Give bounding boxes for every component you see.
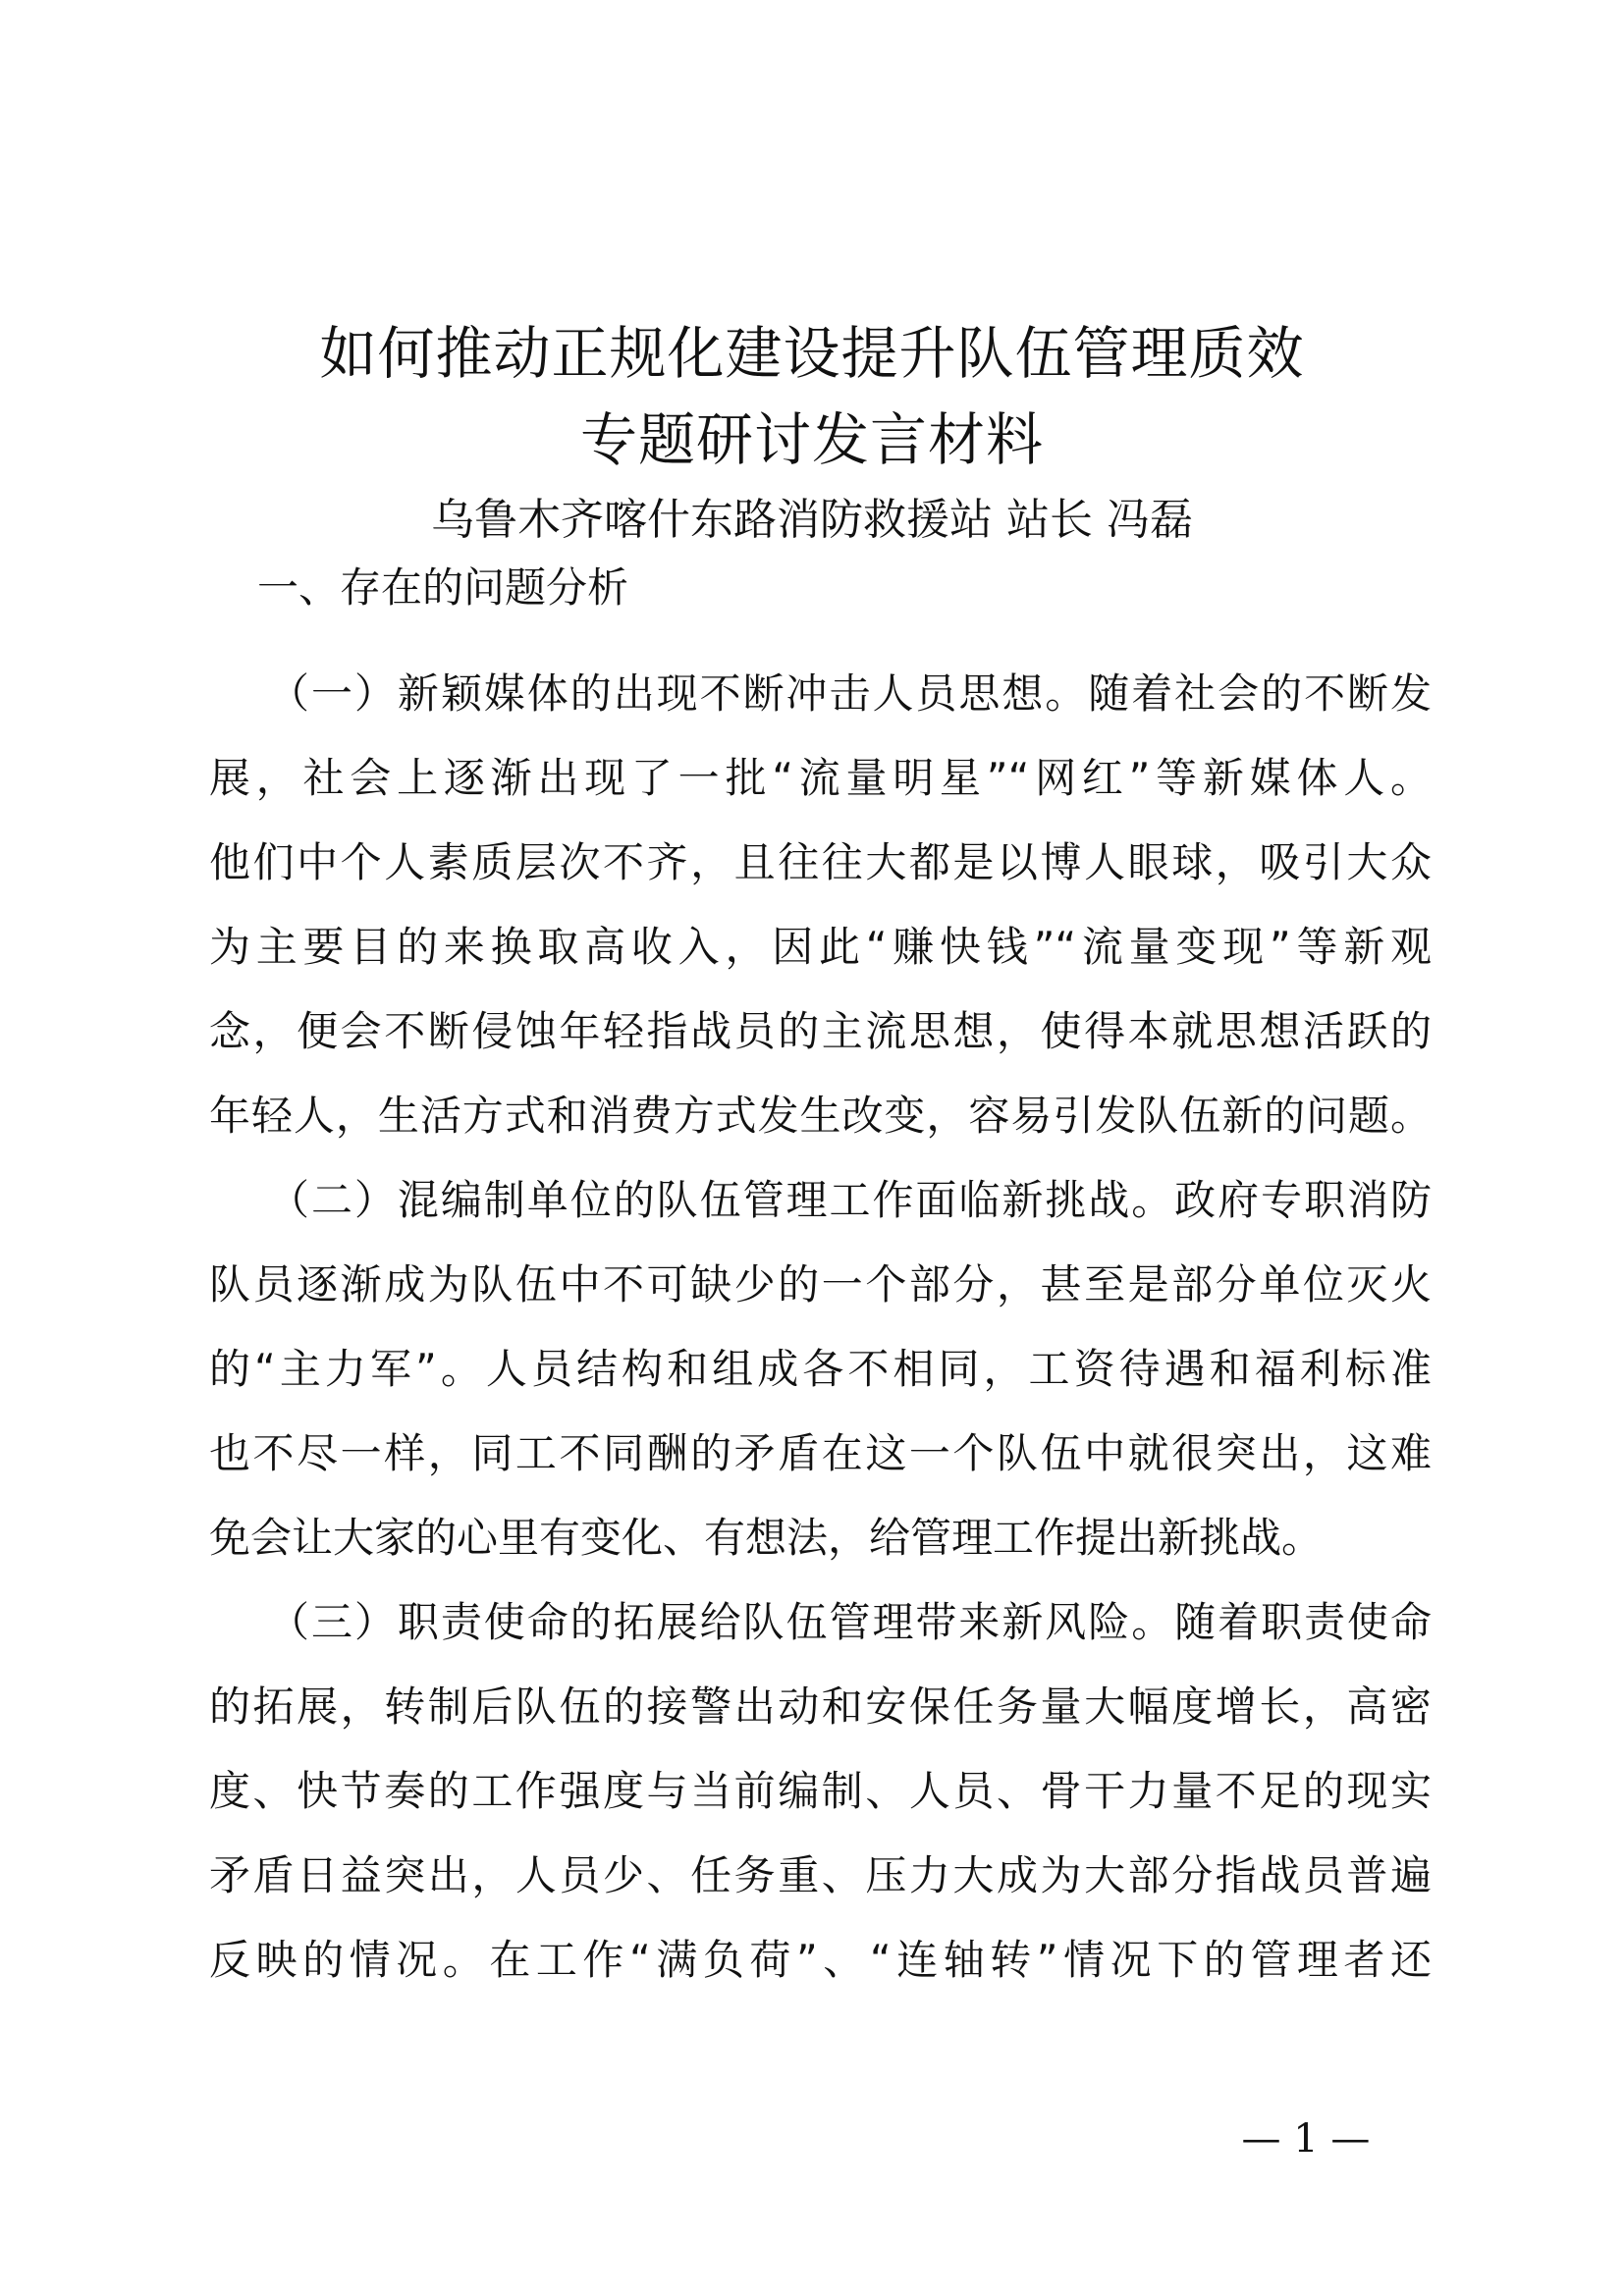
body-line: （三）职责使命的拓展给队伍管理带来新风险。随着职责使命 xyxy=(268,1598,1432,1646)
body-line: 年轻人，生活方式和消费方式发生改变，容易引发队伍新的问题。 xyxy=(209,1092,1432,1140)
body-line: （一）新颖媒体的出现不断冲击人员思想。随着社会的不断发 xyxy=(268,669,1432,718)
body-line: 的“主力军”。人员结构和组成各不相同，工资待遇和福利标准 xyxy=(209,1345,1432,1393)
author-line: 乌鲁木齐喀什东路消防救援站 站长 冯磊 xyxy=(431,495,1193,545)
body-line: 矛盾日益突出，人员少、任务重、压力大成为大部分指战员普遍 xyxy=(209,1851,1432,1899)
body-line: 度、快节奏的工作强度与当前编制、人员、骨干力量不足的现实 xyxy=(209,1767,1432,1815)
section-heading: 一、存在的问题分析 xyxy=(257,563,629,612)
body-line: 为主要目的来换取高收入，因此“赚快钱”“流量变现”等新观 xyxy=(209,923,1432,971)
document-title-line-1: 如何推动正规化建设提升队伍管理质效 xyxy=(319,320,1305,387)
body-line: （二）混编制单位的队伍管理工作面临新挑战。政府专职消防 xyxy=(268,1176,1432,1224)
body-line: 队员逐渐成为队伍中不可缺少的一个部分，甚至是部分单位灭火 xyxy=(209,1260,1432,1308)
body-line: 也不尽一样，同工不同酬的矛盾在这一个队伍中就很突出，这难 xyxy=(209,1429,1432,1477)
body-line: 的拓展，转制后队伍的接警出动和安保任务量大幅度增长，高密 xyxy=(209,1682,1432,1731)
body-line: 免会让大家的心里有变化、有想法，给管理工作提出新挑战。 xyxy=(209,1514,1324,1562)
body-line: 念，便会不断侵蚀年轻指战员的主流思想，使得本就思想活跃的 xyxy=(209,1007,1432,1055)
document-title-line-2: 专题研讨发言材料 xyxy=(579,406,1044,473)
page-number: — 1 — xyxy=(1241,2116,1371,2162)
body-line: 展，社会上逐渐出现了一批“流量明星”“网红”等新媒体人。 xyxy=(209,754,1432,802)
body-line: 反映的情况。在工作“满负荷”、“连轴转”情况下的管理者还 xyxy=(209,1936,1432,1984)
body-line: 他们中个人素质层次不齐，且往往大都是以博人眼球，吸引大众 xyxy=(209,838,1432,886)
